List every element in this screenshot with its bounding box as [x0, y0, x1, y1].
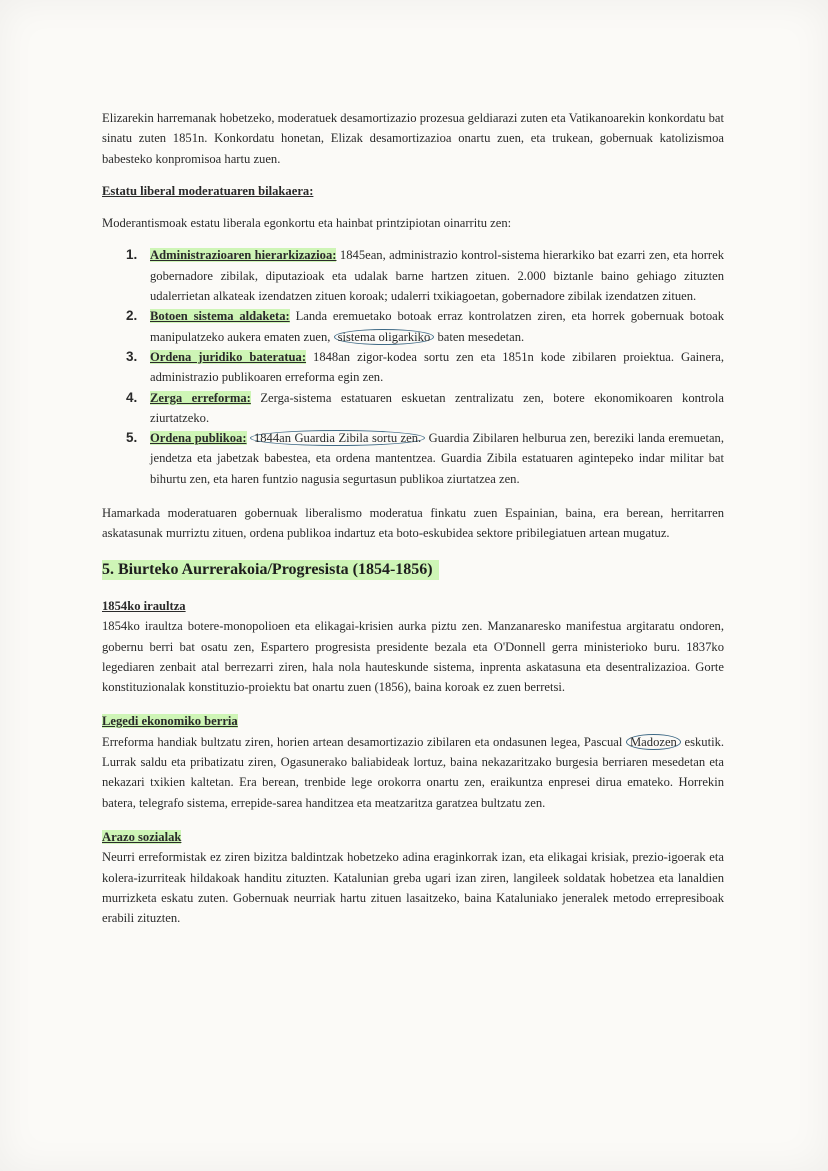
item-text-tail: baten mesedetan. — [437, 329, 525, 344]
subsection-text-a: Erreforma handiak bultzatu ziren, horien artean desamortizazio zibilaren eta ondasunen legea, Pascual — [102, 734, 623, 749]
item-text: Zerga-sistema estatuaren eskuetan zentralizatu zen, botere ekonomikoaren kontrola ziurtatzeko. — [150, 390, 724, 425]
estatu-heading: Estatu liberal moderatuaren bilakaera: — [102, 183, 314, 198]
list-item — [102, 347, 724, 388]
intro-paragraph: Elizarekin harremanak hobetzeko, moderatuek desamortizazio prozesua geldiarazi zuten eta Vatikanoarekin konkordatu bat sinatu zuten 1851n. Konkordatu honetan, Elizak desamortizazioa onartu zuen, eta trukean, gobernuak katolizismoa babesteko konpromisoa hartu zuen. — [102, 111, 724, 166]
subsection-text: Neurri erreformistak ez ziren bizitza baldintzak hobetzeko adina eraginkorrak izan, eta elikagai krisiak, prezio-igoerak eta kolera-izurriteak hildakoak handitu zituzten. Katalunian greba ugari izan ziren, langileek soldatak hobetzea eta lanaldien murrizketa eskatu zuten. Gobernuak neurriak hartu zituen lasaitzeko, baina Kataluniako jeneralek metodo errepresiboak erabili zituzten. — [102, 850, 724, 926]
section-title: 5. Biurteko Aurrerakoia/Progresista (1854-1856) — [102, 560, 439, 580]
item-text: Guardia Zibilaren helburua zen, bereziki landa eremuetan, jendetza eta jabetzak babestea, eta ordena mantentzea. Guardia Zibila estatuaren agintepeko indar militar bat bihurtu zen, eta haren funtzio nagusia segurtasun publikoa ziurtatzea zen. — [150, 431, 724, 486]
item-term: Botoen sistema aldaketa: — [150, 309, 290, 324]
subsection-text: 1854ko iraultza botere-monopolioen eta elikagai-krisien aurka piztu zen. Manzanaresko manifestua argitaratu ondoren, gobernu berri bat osatu zen, Espartero progresista presidente bezala eta O'Donnell gerra ministerioko buru. 1837ko legediaren zenbait atal berrezarri ziren, hala nola hauteskunde sistema, inprenta askatasuna eta desentralizazioa. Gorte konstituzionalak konstituzio-proiektu bat onartu zuen (1856), baina koroak ez zuen berretsi. — [102, 619, 724, 695]
subsection-text — [102, 732, 724, 813]
circled-term: Madozen — [626, 734, 681, 750]
subsection-heading: 1854ko iraultza — [102, 598, 186, 613]
circled-term: sistema oligarkiko — [334, 329, 435, 345]
item-text: Landa eremuetako botoak erraz kontrolatzen ziren, eta horrek gobernuak botoak manipulatzeko aukera ematen zuen, — [150, 309, 724, 344]
estatu-closing: Hamarkada moderatuaren gobernuak liberalismo moderatua finkatu zuen Espainian, baina, era berean, herritarren askatasunak murriztu zituen, ordena publikoa indartuz eta boto-eskubidea sektore pribilegiatuen artean mugatuz. — [102, 506, 724, 541]
item-text: 1845ean, administrazio kontrol-sistema hierarkiko bat ezarri zen, eta horrek gobernadore zibilak, diputazioak eta udalak barne hartzen zituen. 2.000 biztanle baino gehiago zituzten udalerrietan alkateak izendatzen zituen koroak; udalerri txikiagoetan, gobernadore zibilak izendatzen zituen. — [150, 248, 725, 304]
circled-term: 1844an Guardia Zibila sortu zen. — [250, 430, 425, 446]
estatu-lead: Moderantismoak estatu liberala egonkortu eta hainbat printzipiotan oinarritu zen: — [102, 216, 512, 231]
list-item — [102, 428, 724, 489]
item-number: 2. — [126, 308, 138, 324]
subsection-text-b: eskutik. Lurrak saldu eta pribatizatu ziren, Ogasunerako baliabideak lortuz, baina nekazaritzako burgesia berriaren mesedetan eta nekazari txikien kaltetan. Era berean, trenbide lege orokorra onartu zen, eraikuntza enpresei dirua emateko. Horrekin batera, telegrafo sistema, errepide-sarea handitzea eta meatzaritza garatzea bultzatu zen. — [102, 734, 725, 810]
item-number: 3. — [126, 348, 138, 364]
principles-list — [102, 245, 724, 489]
list-item — [102, 245, 724, 306]
subsection-heading — [102, 711, 724, 731]
page-content — [102, 108, 724, 928]
subsection-heading-text: Legedi ekonomiko berria — [102, 714, 238, 729]
subsection-heading-text: Arazo sozialak — [102, 829, 182, 844]
item-term: Administrazioaren hierarkizazioa: — [150, 248, 337, 263]
list-item — [102, 306, 724, 347]
item-number: 5. — [126, 430, 138, 446]
item-number: 1. — [126, 247, 138, 263]
list-item — [102, 388, 724, 429]
item-text: 1848an zigor-kodea sortu zen eta 1851n kode zibilaren proiektua. Gainera, administrazio publikoaren erreforma egin zen. — [150, 349, 725, 385]
subsection-heading — [102, 827, 724, 847]
item-term: Ordena juridiko bateratua: — [150, 349, 307, 364]
item-term: Zerga erreforma: — [150, 390, 251, 405]
item-term: Ordena publikoa: — [150, 431, 247, 446]
item-number: 4. — [126, 389, 138, 405]
